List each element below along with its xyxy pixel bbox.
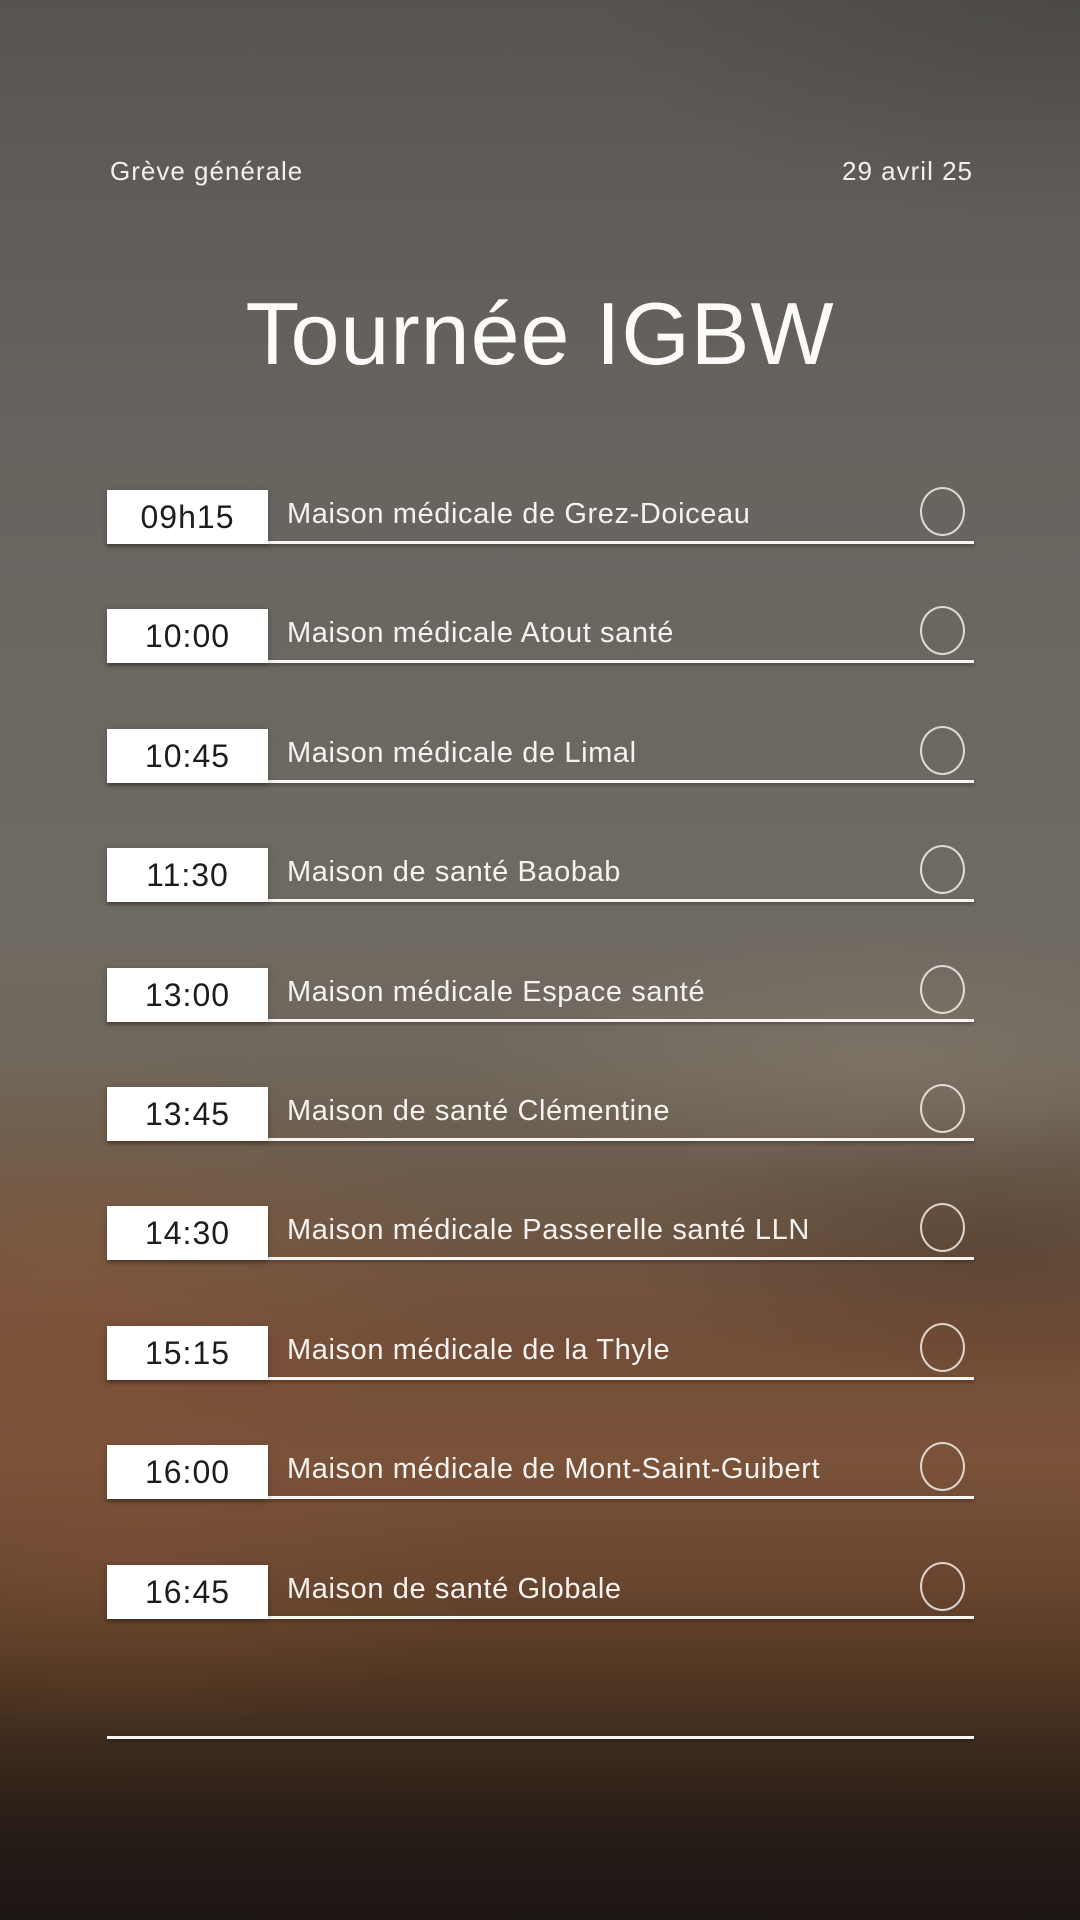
checkbox-circle-icon[interactable] (920, 487, 965, 536)
checkbox-circle-icon[interactable] (920, 1323, 965, 1372)
schedule-row (107, 1087, 974, 1141)
schedule-row (107, 490, 974, 544)
time-box (107, 1206, 268, 1260)
time-label: 13:00 (144, 976, 231, 1013)
schedule-row (107, 1206, 974, 1260)
schedule-row (107, 729, 974, 783)
location-label: Maison médicale de Mont-Saint-Guibert (287, 1453, 821, 1485)
checkbox-circle-icon[interactable] (920, 845, 965, 894)
location-label: Maison de santé Baobab (287, 856, 622, 888)
time-label: 10:00 (144, 617, 231, 654)
time-box (107, 729, 268, 783)
schedule-row (107, 609, 974, 663)
date-label: 29 avril 25 (842, 156, 973, 186)
checkbox-circle-icon[interactable] (920, 726, 965, 775)
time-box (107, 490, 268, 544)
time-box (107, 1087, 268, 1141)
time-label: 10:45 (144, 737, 231, 774)
location-label: Maison médicale Passerelle santé LLN (287, 1214, 810, 1246)
event-label: Grève générale (110, 156, 304, 186)
checkbox-circle-icon[interactable] (920, 606, 965, 655)
time-box (107, 1326, 268, 1380)
location-label: Maison médicale Atout santé (287, 617, 674, 649)
time-label: 09h15 (140, 498, 235, 535)
schedule-row (107, 848, 974, 902)
schedule-row (107, 1565, 974, 1619)
time-box (107, 1445, 268, 1499)
checkbox-circle-icon[interactable] (920, 1442, 965, 1491)
schedule-row (107, 968, 974, 1022)
location-label: Maison médicale Espace santé (287, 976, 706, 1008)
time-box (107, 968, 268, 1022)
time-label: 11:30 (146, 856, 229, 893)
location-label: Maison médicale de la Thyle (287, 1334, 671, 1366)
page-title: Tournée IGBW (245, 284, 835, 383)
time-label: 14:30 (144, 1214, 231, 1251)
time-label: 13:45 (144, 1095, 231, 1132)
checkbox-circle-icon[interactable] (920, 965, 965, 1014)
schedule-row (107, 1445, 974, 1499)
footer-divider (107, 1736, 974, 1739)
time-box (107, 609, 268, 663)
location-label: Maison médicale de Grez-Doiceau (287, 498, 751, 530)
time-label: 16:00 (144, 1453, 231, 1490)
checkbox-circle-icon[interactable] (920, 1084, 965, 1133)
location-label: Maison médicale de Limal (287, 737, 637, 769)
checkbox-circle-icon[interactable] (920, 1562, 965, 1611)
location-label: Maison de santé Clémentine (287, 1095, 671, 1127)
time-label: 15:15 (144, 1334, 231, 1371)
time-box (107, 1565, 268, 1619)
schedule-row (107, 1326, 974, 1380)
location-label: Maison de santé Globale (287, 1573, 622, 1605)
time-box (107, 848, 268, 902)
time-label: 16:45 (144, 1573, 231, 1610)
checkbox-circle-icon[interactable] (920, 1203, 965, 1252)
